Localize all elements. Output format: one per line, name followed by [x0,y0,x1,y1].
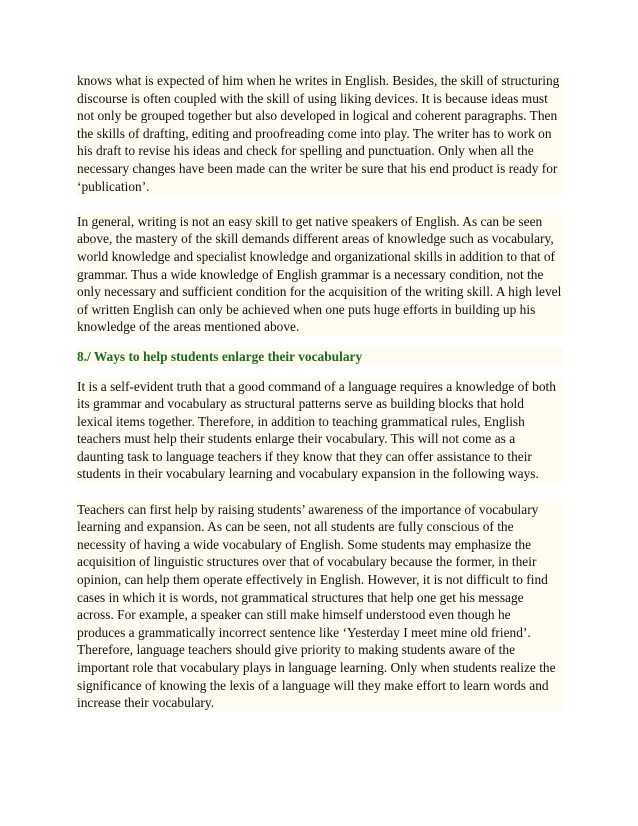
paragraph-2: In general, writing is not an easy skill to get native speakers of English. As can be seen above, the mastery of the skill demands different areas of knowledge such as vocabulary, world knowledge and specialist knowledge and organizational skills in addition to that of grammar. Thus a wide knowledge of English grammar is a necessary condition, not the only necessary and sufficient condition for the acquisition of the writing skill. A high level of written English can only be achieved when one puts huge efforts in building up his knowledge of the areas mentioned above. [77,213,562,335]
paragraph-gap [76,366,563,378]
document-page [76,72,563,712]
paragraph-gap [76,483,563,501]
section-heading: 8./ Ways to help students enlarge their vocabulary [76,348,563,366]
paragraph-3: It is a self-evident truth that a good command of a language requires a knowledge of both its grammar and vocabulary as structural patterns serve as building blocks that hold lexical items together. Therefore, in addition to teaching grammatical rules, English teachers must help their students enlarge their vocabulary. This will not come as a daunting task to language teachers if they know that they can offer assistance to their students in their vocabulary learning and vocabulary expansion in the following ways. [76,378,563,484]
paragraph-4: Teachers can first help by raising students’ awareness of the importance of vocabulary learning and expansion. As can be seen, not all students are fully conscious of the necessity of having a wide vocabulary of English. Some students may emphasize the acquisition of linguistic structures over that of vocabulary because the former, in their opinion, can help them operate effectively in English. However, it is not difficult to find cases in which it is words, not grammatical structures that help one get his message across. For example, a speaker can still make himself understood even though he produces a grammatically incorrect sentence like ‘Yesterday I meet mine old friend’. Therefore, language teachers should give priority to making students aware of the important role that vocabulary plays in language learning. Only when students realize the significance of knowing the lexis of a language will they make effort to learn words and increase their vocabulary. [76,501,563,712]
paragraph-gap [76,336,563,348]
paragraph-1: knows what is expected of him when he writes in English. Besides, the skill of structuring discourse is often coupled with the skill of using liking devices. It is because ideas must not only be grouped together but also developed in logical and coherent paragraphs. Then the skills of drafting, editing and proofreading come into play. The writer has to work on his draft to revise his ideas and check for spelling and punctuation. Only when all the necessary changes have been made can the writer be sure that his end product is ready for ‘publication’. [76,72,563,195]
paragraph-gap [76,195,563,213]
